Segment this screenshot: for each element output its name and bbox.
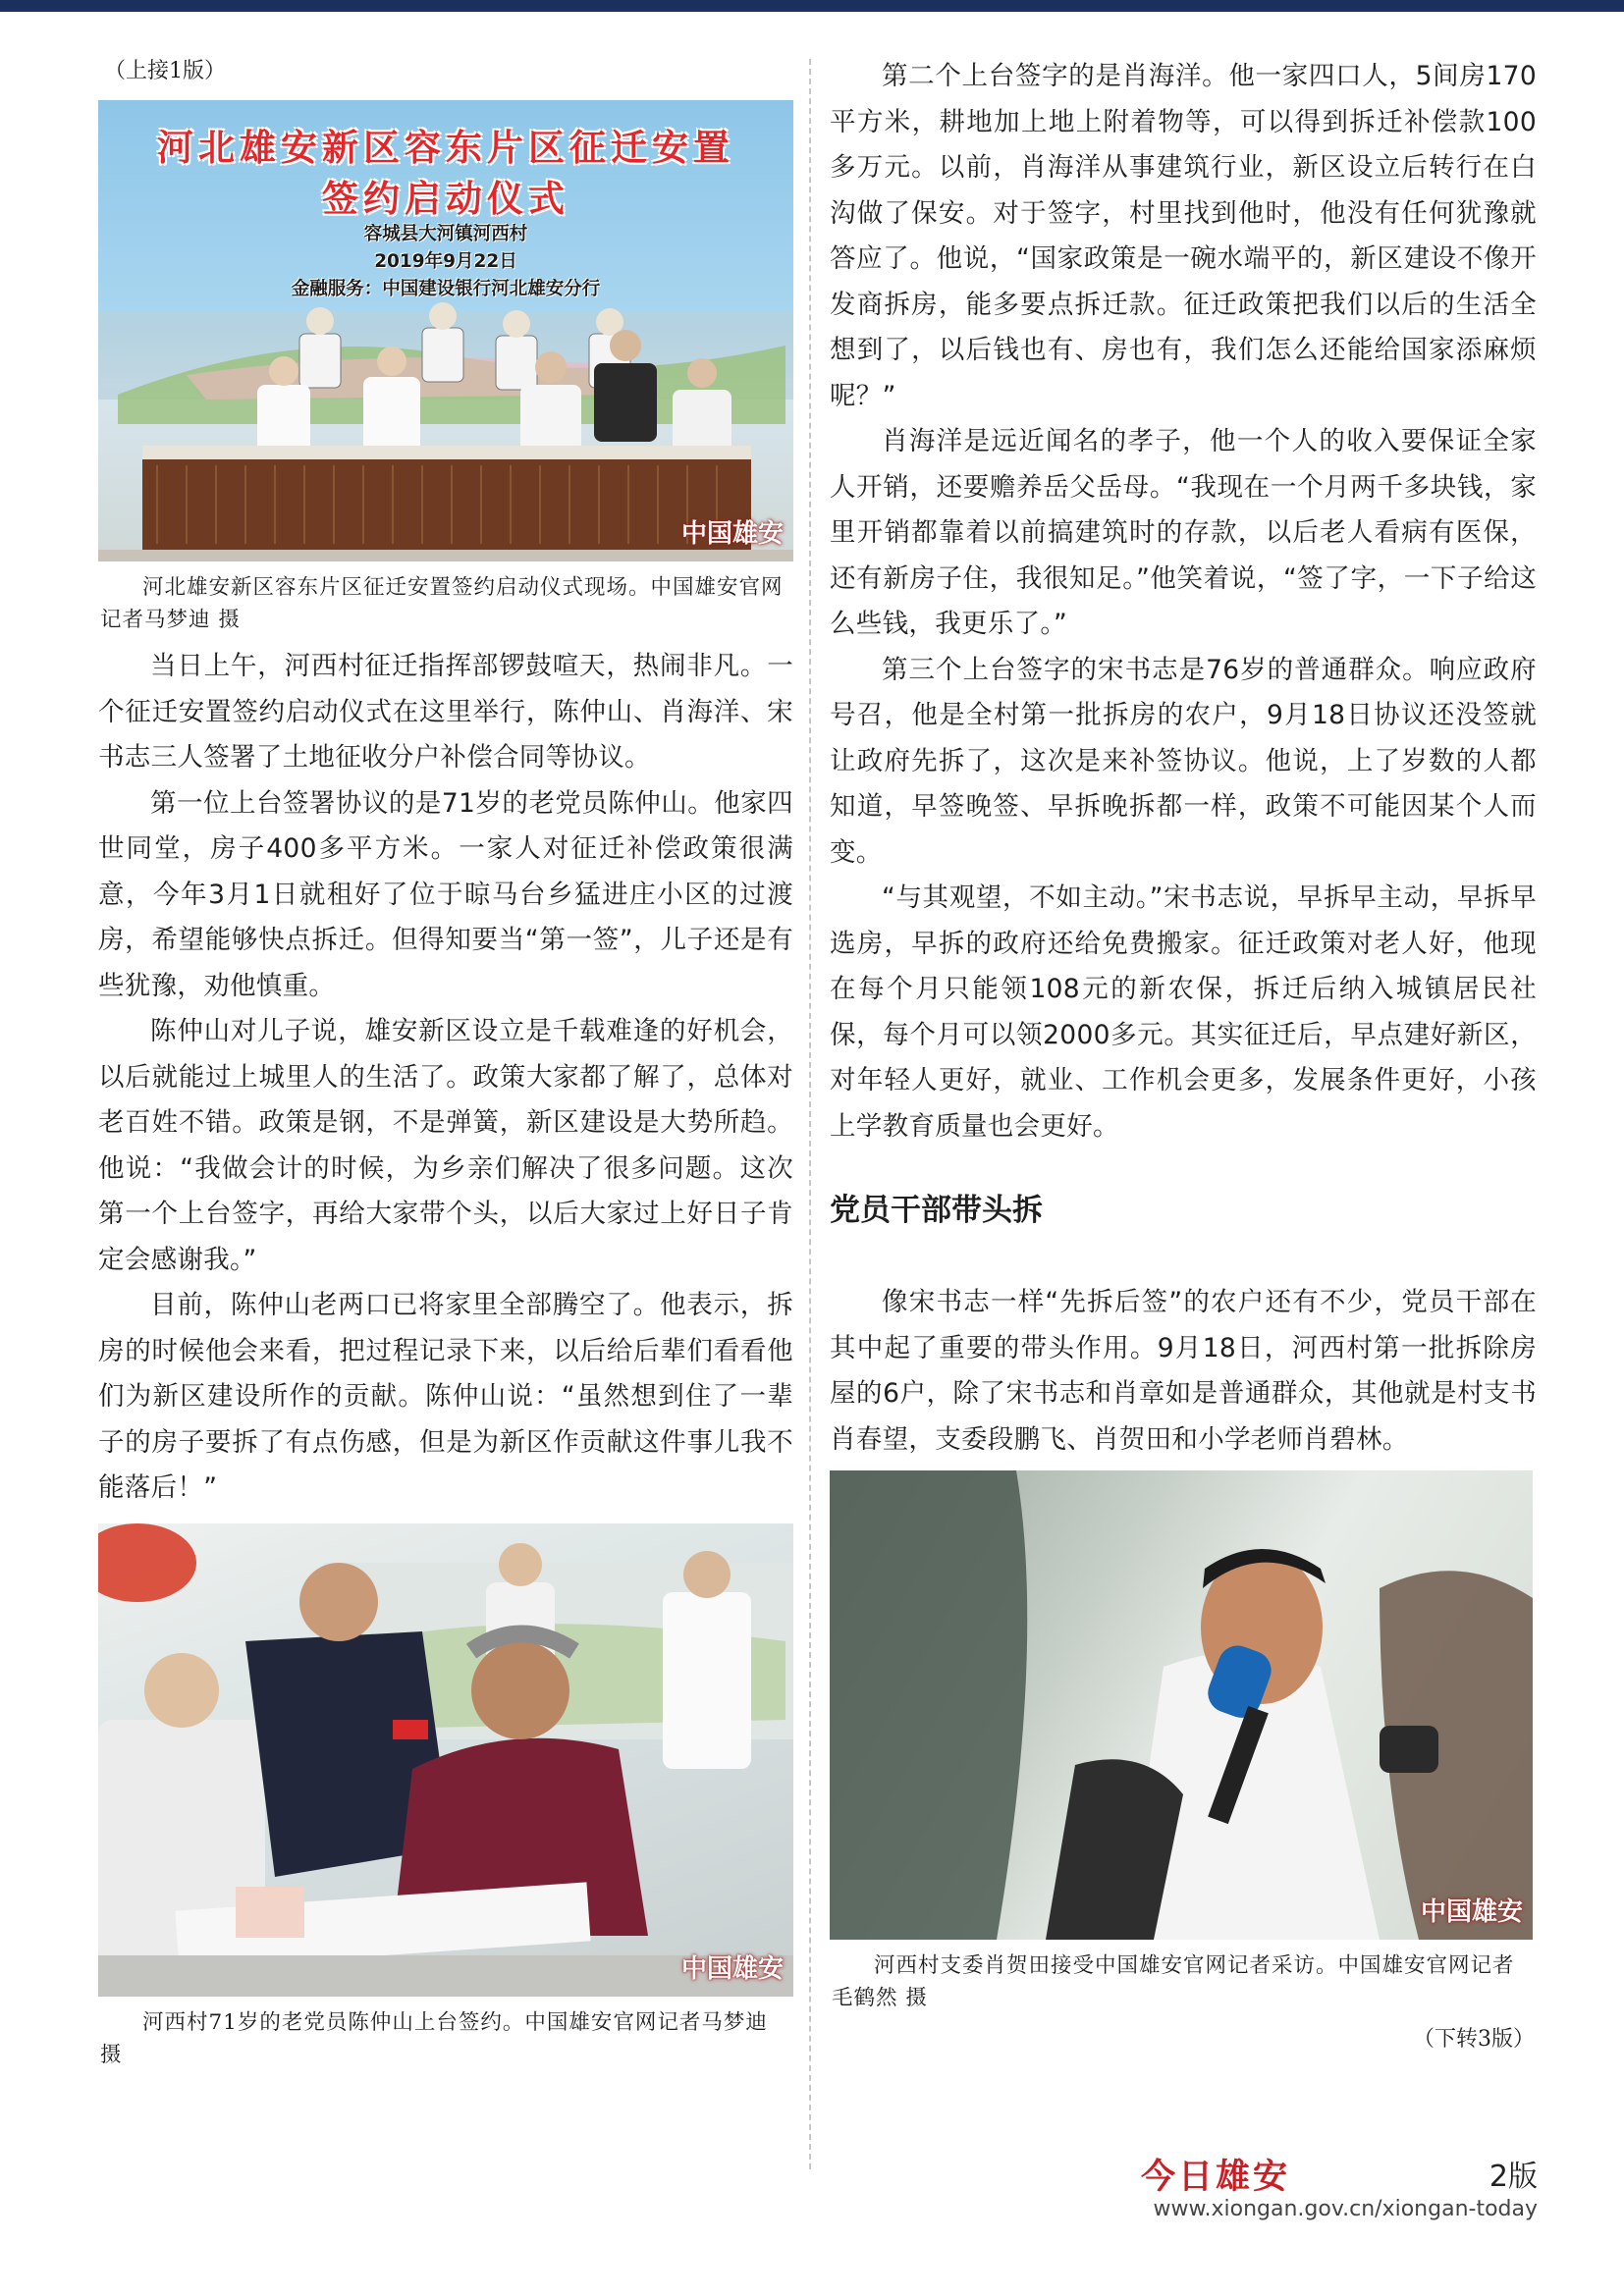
- continued-from-note: （上接1版）: [104, 59, 226, 83]
- body-paragraph: 第三个上台签字的宋书志是76岁的普通群众。响应政府号召，他是全村第一批拆房的农户，9月18日协议还没签就让政府先拆了，这次是来补签协议。他说，上了岁数的人都知道，早签晚签、早拆晚拆都一样，政策不可能因某个人而变。: [830, 654, 1537, 868]
- body-paragraph: 当日上午，河西村征迁指挥部锣鼓喧天，热闹非凡。一个征迁安置签约启动仪式在这里举行，陈仲山、肖海洋、宋书志三人签署了土地征收分户补偿合同等协议。: [98, 651, 793, 773]
- body-paragraph: 像宋书志一样“先拆后签”的农户还有不少，党员干部在其中起了重要的带头作用。9月18日，河西村第一批拆除房屋的6户，除了宋书志和肖章如是普通群众，其他就是村支书肖春望，支委段鹏飞、肖贺田和小学老师肖碧林。: [830, 1287, 1537, 1455]
- xiao-hetian-interview-photo: [830, 1470, 1533, 1940]
- body-paragraph: 陈仲山对儿子说，雄安新区设立是千载难逢的好机会，以后就能过上城里人的生活了。政策大家都了解了，总体对老百姓不错。政策是钢，不是弹簧，新区建设是大势所趋。他说：“我做会计的时候，为乡亲们解决了很多问题。这次第一个上台签字，再给大家带个头，以后大家过上好日子肯定会感谢我。”: [98, 1016, 793, 1275]
- interview-scene-graphic: [830, 1470, 1533, 1940]
- top-color-band: [0, 0, 1624, 12]
- left-column: [98, 54, 793, 2079]
- body-paragraph: 肖海洋是远近闻名的孝子，他一个人的收入要保证全家人开销，还要赡养岳父岳母。“我现在一个月两千多块钱，家里开销都靠着以前搞建筑时的存款，以后老人看病有医保，还有新房子住，我很知足。”他笑着说，“签了字，一下子给这么些钱，我更乐了。”: [830, 426, 1537, 639]
- banner-date: 2019年9月22日: [374, 251, 517, 272]
- page-number: 2版: [1489, 2160, 1538, 2194]
- footer-url: www.xiongan.gov.cn/xiongan-today: [1153, 2197, 1538, 2221]
- body-paragraph: “与其观望，不如主动。”宋书志说，早拆早主动，早拆早选房，早拆的政府还给免费搬家。征迁政策对老人好，他现在每个月只能领108元的新农保，拆迁后纳入城镇居民社保，每个月可以领2000多元。其实征迁后，早点建好新区，对年轻人更好，就业、工作机会更多，发展条件更好，小孩上学教育质量也会更好。: [830, 882, 1537, 1142]
- signing-ceremony-photo: [98, 100, 793, 561]
- photo-caption-3: 河西村支委肖贺田接受中国雄安官网记者采访。中国雄安官网记者毛鹤然 摄: [832, 1953, 1515, 2010]
- photo-caption-2: 河西村71岁的老党员陈仲山上台签约。中国雄安官网记者马梦迪 摄: [100, 2009, 768, 2067]
- photo-watermark-logo: 中国雄安: [680, 519, 784, 549]
- banner-title-line-2: 签约启动仪式: [322, 178, 569, 220]
- continued-to-note: （下转3版）: [1413, 2027, 1535, 2052]
- right-column: [830, 54, 1537, 2053]
- body-paragraph: 第二个上台签字的是肖海洋。他一家四口人，5间房170平方米，耕地加上地上附着物等，可以得到拆迁补偿款100多万元。以前，肖海洋从事建筑行业，新区设立后转行在白沟做了保安。对于签字，村里找到他时，他没有任何犹豫就答应了。他说，“国家政策是一碗水端平的，新区建设不像开发商拆房，能多要点拆迁款。征迁政策把我们以后的生活全想到了，以后钱也有、房也有，我们怎么还能给国家添麻烦呢？”: [830, 61, 1537, 411]
- section-heading: 党员干部带头拆: [830, 1193, 1043, 1228]
- chen-zhongshan-signing-photo: [98, 1523, 793, 1997]
- banner-title-line-1: 河北雄安新区容东片区征迁安置: [157, 127, 734, 169]
- photo-caption-1: 河北雄安新区容东片区征迁安置签约启动仪式现场。中国雄安官网记者马梦迪 摄: [100, 575, 784, 632]
- photo-watermark-logo: 中国雄安: [1420, 1897, 1523, 1927]
- banner-sponsor: 金融服务：中国建设银行河北雄安分行: [291, 279, 601, 299]
- masthead-logo: 今日雄安: [1141, 2157, 1291, 2197]
- signing-scene-graphic: [98, 1523, 793, 1997]
- photo-watermark-logo: 中国雄安: [680, 1953, 784, 1984]
- column-divider: [809, 59, 811, 2169]
- banner-location: 容城县大河镇河西村: [363, 224, 528, 244]
- body-paragraph: 目前，陈仲山老两口已将家里全部腾空了。他表示，拆房的时候他会来看，把过程记录下来，以后给后辈们看看他们为新区建设所作的贡献。陈仲山说：“虽然想到住了一辈子的房子要拆了有点伤感，但是为新区作贡献这件事儿我不能落后！”: [98, 1290, 793, 1503]
- body-paragraph: 第一位上台签署协议的是71岁的老党员陈仲山。他家四世同堂，房子400多平方米。一家人对征迁补偿政策很满意，今年3月1日就租好了位于晾马台乡猛进庄小区的过渡房，希望能够快点拆迁。但得知要当“第一签”，儿子还是有些犹豫，劝他慎重。: [98, 787, 793, 1001]
